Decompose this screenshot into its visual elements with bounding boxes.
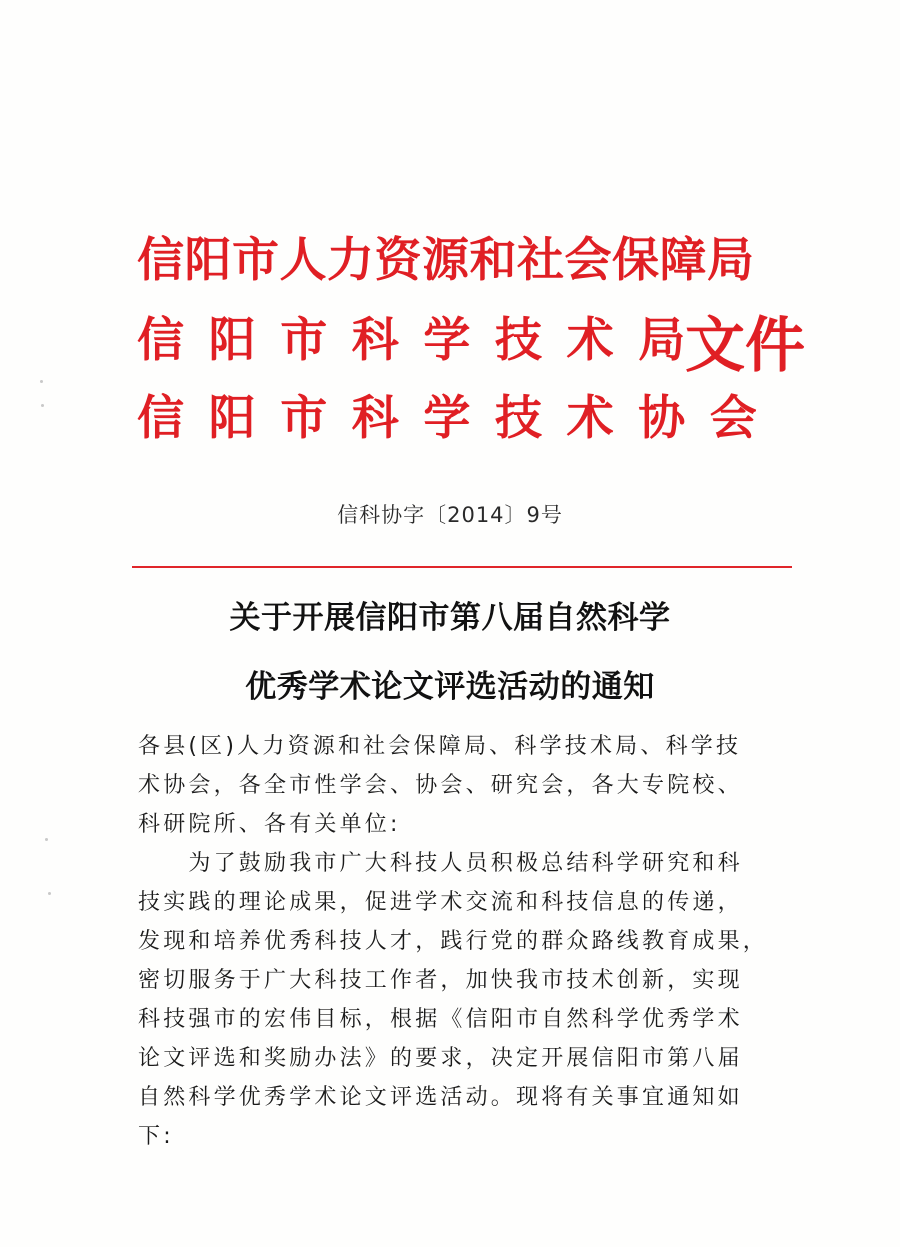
notice-title-line-2: 优秀学术论文评选活动的通知: [245, 669, 655, 705]
document-type-label: 文件: [685, 311, 805, 381]
issuer-name: 信阳市科学技术局: [137, 313, 710, 368]
red-divider: [132, 566, 792, 568]
body-line: 科技强市的宏伟目标，根据《信阳市自然科学优秀学术: [138, 1007, 743, 1032]
issuer-name: 信阳市科学技术协会: [137, 391, 782, 446]
scan-speck: [48, 892, 51, 895]
body-line: 科研院所、各有关单位:: [138, 812, 401, 837]
scan-speck: [45, 838, 48, 841]
body-line: 论文评选和奖励办法》的要求，决定开展信阳市第八届: [138, 1046, 743, 1071]
body-line: 发现和培养优秀科技人才，践行党的群众路线教育成果，: [138, 929, 769, 954]
body-line: 自然科学优秀学术论文评选活动。现将有关事宜通知如: [138, 1085, 743, 1110]
notice-title-line-1: 关于开展信阳市第八届自然科学: [229, 600, 671, 636]
issuer-name: 信阳市人力资源和社会保障局: [137, 233, 755, 288]
scan-speck: [40, 380, 43, 383]
body-line: 密切服务于广大科技工作者，加快我市技术创新，实现: [138, 968, 743, 993]
document-number: 信科协字〔2014〕9号: [337, 503, 563, 527]
scan-speck: [41, 404, 44, 407]
body-line: 各县(区)人力资源和社会保障局、科学技术局、科学技: [138, 734, 742, 759]
body-line: 下:: [138, 1124, 174, 1149]
body-line: 术协会，各全市性学会、协会、研究会，各大专院校、: [138, 773, 743, 798]
body-line: 技实践的理论成果，促进学术交流和科技信息的传递，: [138, 890, 743, 915]
body-line: 为了鼓励我市广大科技人员积极总结科学研究和科: [138, 851, 743, 876]
issuer-block: [137, 226, 817, 456]
